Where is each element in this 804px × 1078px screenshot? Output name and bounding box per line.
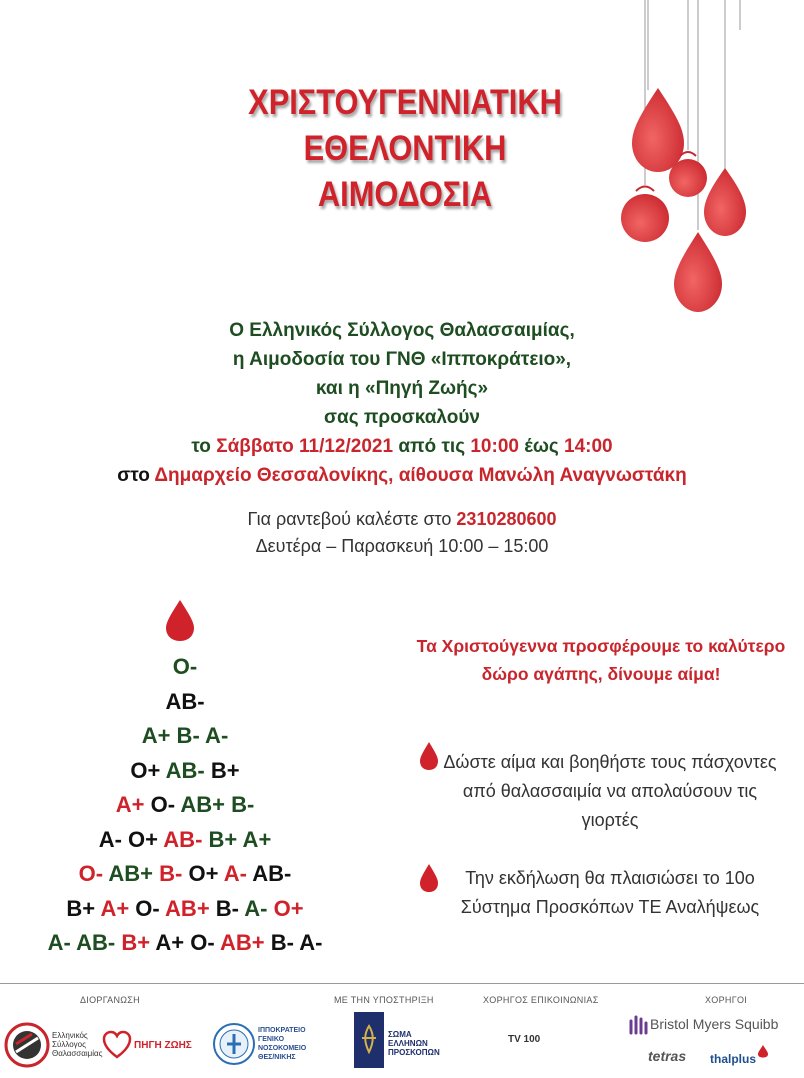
invite-line: σας προσκαλούν bbox=[324, 407, 480, 428]
appointment-line bbox=[120, 506, 684, 533]
blood-type-label: B+ bbox=[204, 757, 240, 783]
bullet-text: Δώστε αίμα και βοηθήστε τους πάσχοντες από θαλασσαιμία να απολαύσουν τις γιορτές bbox=[443, 752, 777, 830]
date-to: έως bbox=[518, 436, 565, 457]
blood-type-label: O- bbox=[172, 654, 198, 679]
media-label: ΧΟΡΗΓΟΣ ΕΠΙΚΟΙΝΩΝΙΑΣ bbox=[483, 995, 599, 1005]
event-place bbox=[40, 461, 764, 490]
invite-line: η Αιμοδοσία του ΓΝΘ «Ιπποκράτειο», bbox=[232, 349, 572, 370]
blood-type-label: A- bbox=[223, 861, 247, 886]
bms-logo-text: Bristol Myers Squibb bbox=[650, 1016, 779, 1032]
blood-drop-ornament bbox=[674, 232, 722, 312]
blood-type-label: B- A- bbox=[264, 930, 323, 955]
invite-line: και η «Πηγή Ζωής» bbox=[315, 378, 489, 399]
support-label: ΜΕ ΤΗΝ ΥΠΟΣΤΗΡΙΞΗ bbox=[334, 995, 434, 1005]
place-prefix: στο bbox=[117, 465, 155, 486]
event-title bbox=[181, 80, 630, 218]
sponsors-label: ΧΟΡΗΓΟΙ bbox=[705, 995, 748, 1005]
blood-type-label: B+ bbox=[66, 895, 101, 921]
blood-drop-ornament bbox=[704, 168, 746, 236]
footer-divider bbox=[0, 983, 804, 984]
blood-type-label: B+ A+ bbox=[202, 826, 272, 852]
christmas-message: Τα Χριστούγεννα προσφέρουμε το καλύτερο δώρο αγάπης, δίνουμε αίμα! bbox=[416, 636, 786, 684]
blood-type-label: B- bbox=[159, 861, 183, 886]
tree-row bbox=[0, 754, 370, 789]
blood-type-tree bbox=[0, 650, 370, 961]
tree-row bbox=[0, 719, 370, 754]
blood-type-label: B+ bbox=[121, 930, 151, 955]
thalplus-logo-text: thalplus bbox=[710, 1052, 757, 1066]
blood-type-label: O- bbox=[78, 861, 104, 886]
scouts-logo-text: ΣΩΜΑ ΕΛΛΗΝΩΝ ΠΡΟΣΚΟΠΩΝ bbox=[388, 1030, 440, 1057]
blood-type-label: A- bbox=[244, 895, 268, 921]
invitation-text bbox=[40, 316, 764, 490]
blood-drop-ornament bbox=[632, 88, 684, 172]
blood-type-label: AB+ B- bbox=[180, 792, 255, 817]
appointment-hours: Δευτέρα – Παρασκευή 10:00 – 15:00 bbox=[255, 536, 549, 556]
blood-type-label: AB+ bbox=[165, 895, 210, 921]
tree-row bbox=[0, 650, 370, 685]
tree-row bbox=[0, 926, 370, 961]
blood-type-label: AB- bbox=[163, 826, 203, 852]
tree-row bbox=[0, 823, 370, 858]
title-line: ΧΡΙΣΤΟΥΓΕΝΝΙΑΤΙΚΗ bbox=[248, 83, 562, 122]
hospital-logo-icon bbox=[212, 1022, 256, 1066]
blood-type-label: B- bbox=[209, 895, 245, 921]
event-date bbox=[40, 432, 764, 461]
time-start: 10:00 bbox=[470, 436, 519, 457]
society-logo-text: Ελληνικός Σύλλογος Θαλασσαιμίας bbox=[52, 1031, 103, 1058]
blood-drop-icon bbox=[163, 598, 197, 642]
date-prefix: το bbox=[191, 436, 217, 457]
appointment-info bbox=[120, 506, 684, 560]
blood-type-label: O- bbox=[144, 792, 181, 817]
phone-number: 2310280600 bbox=[456, 509, 557, 529]
blood-type-label: AB+ bbox=[219, 930, 265, 955]
date-from: από τις bbox=[393, 436, 471, 457]
blood-type-label: O+ bbox=[130, 757, 166, 783]
blood-type-label: A- O+ bbox=[98, 826, 164, 852]
title-line: ΑΙΜΟΔΟΣΙΑ bbox=[317, 175, 493, 214]
blood-type-label: AB- bbox=[165, 757, 205, 783]
invite-line: Ο Ελληνικός Σύλλογος Θαλασσαιμίας, bbox=[229, 320, 575, 341]
appointment-prefix: Για ραντεβού καλέστε στο bbox=[247, 509, 457, 529]
heart-icon bbox=[102, 1030, 132, 1060]
christmas-ornaments bbox=[600, 0, 804, 320]
title-line: ΕΘΕΛΟΝΤΙΚΗ bbox=[303, 129, 507, 168]
tree-row bbox=[0, 857, 370, 892]
blood-type-label: A+ bbox=[100, 895, 130, 921]
blood-drop-bullet-icon bbox=[418, 862, 440, 894]
blood-drop-bullet-icon bbox=[418, 740, 440, 772]
event-location: Δημαρχείο Θεσσαλονίκης, αίθουσα Μανώλη Αναγνωστάκη bbox=[154, 465, 687, 486]
pigi-zois-logo-text: ΠΗΓΗ ΖΩΗΣ bbox=[134, 1040, 192, 1051]
blood-type-label: AB- bbox=[165, 688, 205, 714]
blood-type-label: O- bbox=[129, 895, 166, 921]
blood-type-label: AB- bbox=[246, 861, 292, 886]
tree-row bbox=[0, 685, 370, 720]
tree-row bbox=[0, 892, 370, 927]
organization-label: ΔΙΟΡΓΑΝΩΣΗ bbox=[80, 995, 140, 1005]
blood-type-label: A+ B- A- bbox=[141, 723, 229, 748]
tree-row bbox=[0, 788, 370, 823]
hospital-logo-text: ΙΠΠΟΚΡΑΤΕΙΟ ΓΕΝΙΚΟ ΝΟΣΟΚΟΜΕΙΟ ΘΕΣ/ΝΙΚΗΣ bbox=[258, 1027, 307, 1061]
bullet-text: Την εκδήλωση θα πλαισιώσει το 10ο Σύστημα Προσκόπων ΤΕ Αναλήψεως bbox=[460, 868, 760, 917]
society-logo-icon bbox=[4, 1022, 50, 1068]
tv-text: TV 100 bbox=[508, 1034, 541, 1045]
blood-type-label: A- AB- bbox=[47, 930, 122, 955]
blood-type-label: AB+ bbox=[103, 861, 160, 886]
thalplus-drop-icon bbox=[756, 1044, 770, 1058]
blood-type-label: A+ bbox=[115, 792, 145, 817]
tv100-logo bbox=[508, 1030, 572, 1052]
scouts-logo-icon bbox=[354, 1012, 384, 1068]
ball-ornament bbox=[669, 159, 707, 197]
blood-type-label: O+ bbox=[267, 895, 304, 921]
event-day: Σάββατο 11/12/2021 bbox=[216, 436, 394, 457]
bms-logo-icon bbox=[628, 1015, 650, 1035]
blood-type-label: A+ O- bbox=[150, 930, 220, 955]
tetras-logo-text: tetras bbox=[648, 1048, 687, 1064]
time-end: 14:00 bbox=[564, 436, 613, 457]
blood-type-label: O+ bbox=[182, 861, 224, 886]
